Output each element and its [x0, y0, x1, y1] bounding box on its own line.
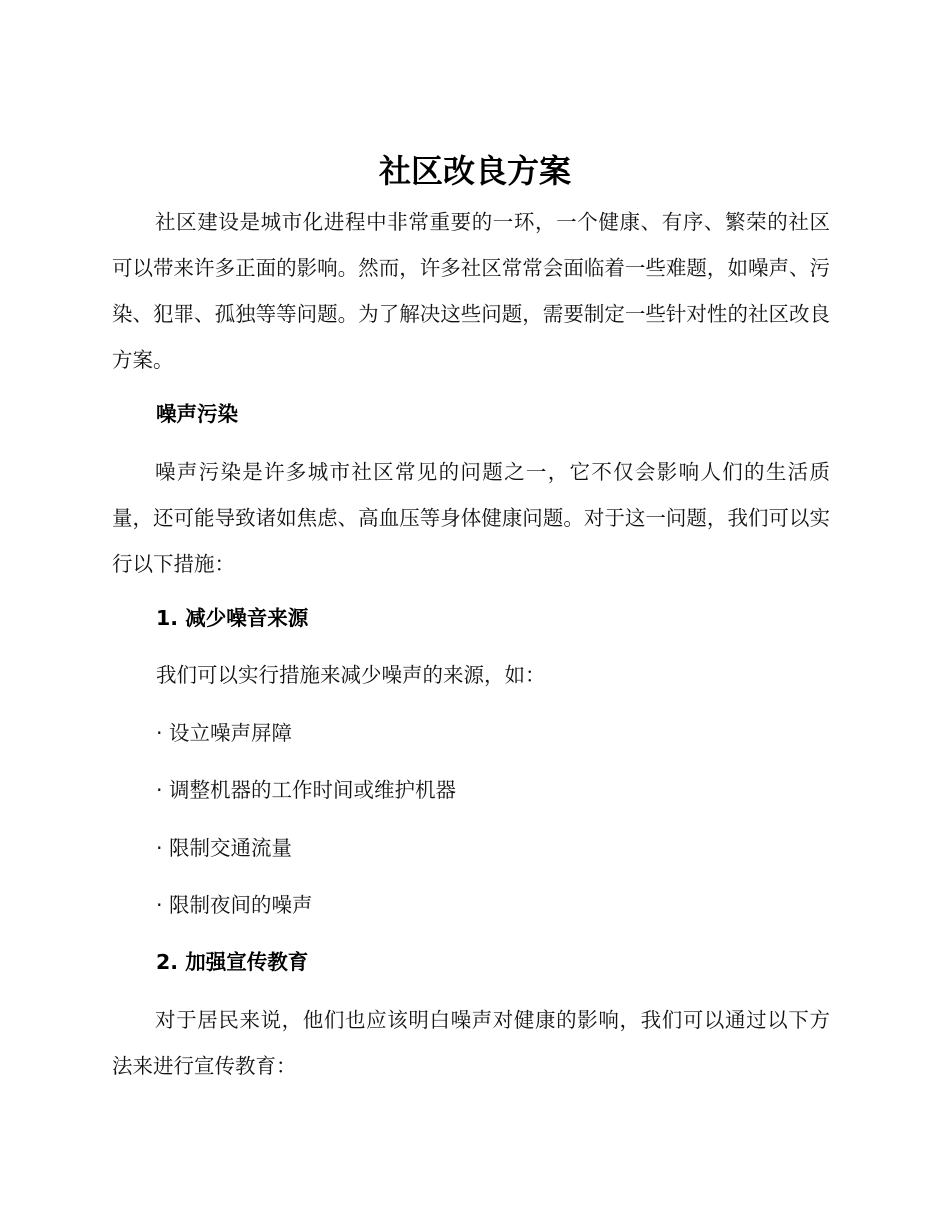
list-item-traffic-limit: [156, 833, 292, 863]
reduce-noise-lead-text: 我们可以实行措施来减少噪声的来源，如：: [156, 663, 546, 687]
bullet-icon: ·: [156, 721, 163, 745]
document-title: 社区改良方案: [378, 152, 571, 190]
bullet-icon: ·: [156, 893, 163, 917]
list-item-machine-schedule: [156, 775, 456, 805]
list-item-text: 设立噪声屏障: [169, 721, 292, 745]
list-item-text: 限制交通流量: [169, 836, 292, 860]
list-item-night-noise-limit: [156, 890, 313, 920]
intro-paragraph: 社区建设是城市化进程中非常重要的一环，一个健康、有序、繁荣的社区可以带来许多正面的影响。然而，许多社区常常会面临着一些难题，如噪声、污染、犯罪、孤独等等问题。为了解决这些问题，需要制定一些针对性的社区改良方案。: [112, 210, 830, 372]
bullet-icon: ·: [156, 836, 163, 860]
bullet-icon: ·: [156, 778, 163, 802]
education-paragraph: 对于居民来说，他们也应该明白噪声对健康的影响，我们可以通过以下方法来进行宣传教育：: [112, 1008, 830, 1078]
subsection-heading-education: 2. 加强宣传教育: [156, 950, 309, 974]
subsection-heading-reduce-noise-sources: 1. 减少噪音来源: [156, 606, 309, 630]
list-item-text: 调整机器的工作时间或维护机器: [169, 778, 456, 802]
list-item-text: 限制夜间的噪声: [169, 893, 313, 917]
list-item-noise-barrier: [156, 718, 292, 748]
noise-pollution-paragraph: 噪声污染是许多城市社区常见的问题之一，它不仅会影响人们的生活质量，还可能导致诸如焦虑、高血压等身体健康问题。对于这一问题，我们可以实行以下措施：: [112, 460, 830, 576]
section-heading-noise-pollution: 噪声污染: [156, 402, 238, 426]
